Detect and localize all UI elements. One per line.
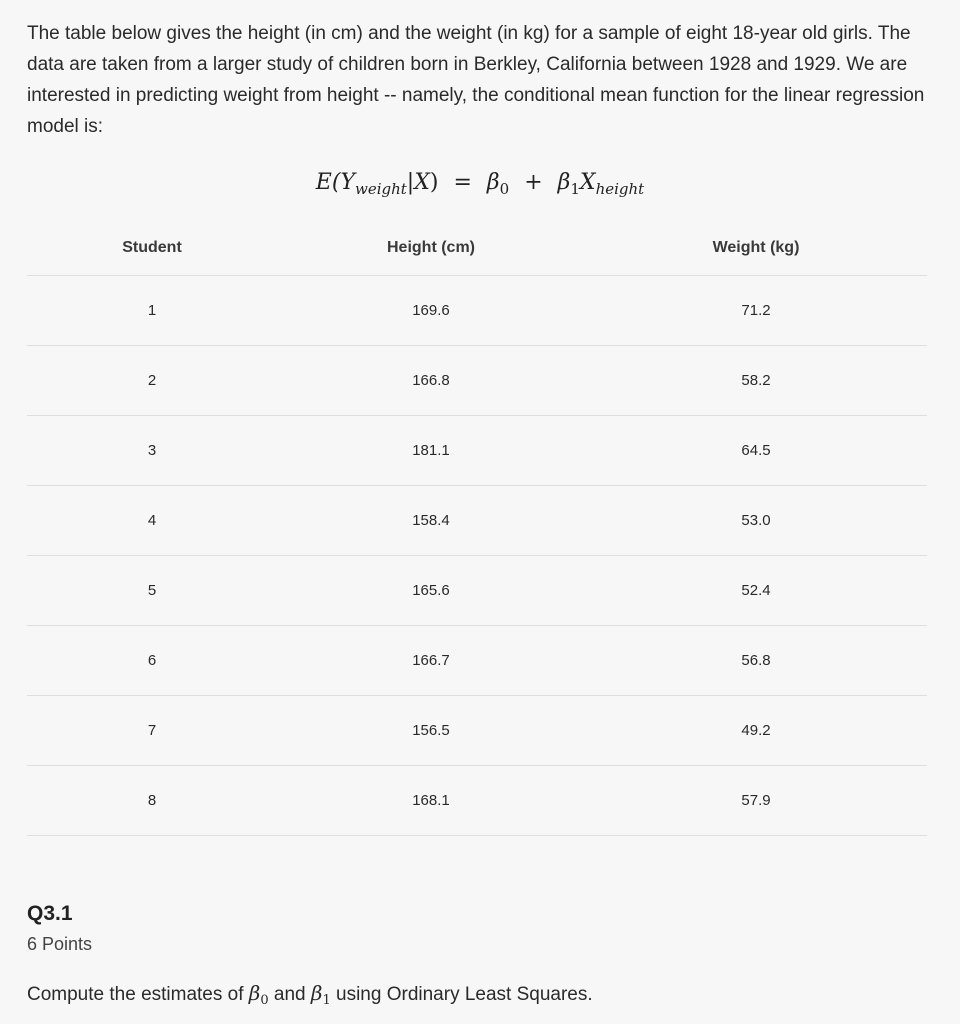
- cell-height: 158.4: [277, 486, 585, 556]
- question-beta0-sub: 0: [260, 993, 269, 1008]
- eq-x-height-sub: height: [595, 180, 645, 198]
- question-text-after: using Ordinary Least Squares.: [330, 984, 593, 1005]
- question-text-middle: and: [268, 984, 311, 1005]
- eq-x-height-var: X: [579, 170, 596, 195]
- table-row: [27, 416, 927, 486]
- cell-weight: 57.9: [585, 766, 927, 836]
- cell-student: 4: [27, 486, 277, 556]
- header-student: Student: [27, 220, 277, 276]
- eq-x-var: X: [414, 170, 430, 195]
- eq-beta0: β: [486, 170, 500, 195]
- cell-height: 181.1: [277, 416, 585, 486]
- table-row: [27, 486, 927, 556]
- cell-student: 5: [27, 556, 277, 626]
- cell-weight: 56.8: [585, 626, 927, 696]
- cell-weight: 53.0: [585, 486, 927, 556]
- question-beta1-sub: 1: [322, 993, 331, 1008]
- eq-equals: =: [453, 170, 472, 195]
- question-points: 6 Points: [27, 934, 93, 954]
- cell-student: 2: [27, 346, 277, 416]
- cell-student: 8: [27, 766, 277, 836]
- question-beta0-symbol: β: [248, 981, 261, 1005]
- question-text-before: Compute the estimates of: [27, 984, 249, 1005]
- question-text: [27, 981, 593, 1008]
- eq-close: ): [429, 170, 439, 195]
- cell-height: 169.6: [277, 276, 585, 346]
- eq-beta1: β: [557, 170, 571, 195]
- eq-plus: +: [524, 170, 543, 195]
- cell-height: 166.7: [277, 626, 585, 696]
- regression-equation: [0, 170, 960, 198]
- intro-paragraph: The table below gives the height (in cm) and the weight (in kg) for a sample of eight 18-year old girls. The data are taken from a larger study of children born in Berkley, California between 1928 and 1929. We are interested in predicting weight from height -- namely, the conditional mean function for the linear regression model is:: [27, 23, 925, 137]
- table-row: [27, 346, 927, 416]
- cell-student: 6: [27, 626, 277, 696]
- eq-beta1-sub: 1: [570, 180, 580, 198]
- cell-student: 1: [27, 276, 277, 346]
- table-row: [27, 696, 927, 766]
- question-beta0: [248, 981, 269, 1008]
- cell-height: 165.6: [277, 556, 585, 626]
- eq-given: |: [406, 170, 415, 195]
- header-height: Height (cm): [277, 220, 585, 276]
- cell-weight: 71.2: [585, 276, 927, 346]
- cell-height: 156.5: [277, 696, 585, 766]
- table-row: [27, 556, 927, 626]
- eq-expectation: E(: [315, 170, 341, 195]
- cell-weight: 52.4: [585, 556, 927, 626]
- cell-weight: 58.2: [585, 346, 927, 416]
- question-beta1-symbol: β: [310, 981, 323, 1005]
- eq-y-var: Y: [340, 170, 355, 195]
- data-table: [27, 220, 927, 836]
- cell-weight: 64.5: [585, 416, 927, 486]
- cell-student: 3: [27, 416, 277, 486]
- cell-height: 168.1: [277, 766, 585, 836]
- cell-weight: 49.2: [585, 696, 927, 766]
- cell-student: 7: [27, 696, 277, 766]
- eq-beta0-sub: 0: [499, 180, 510, 198]
- question-beta1: [310, 981, 331, 1008]
- table-row: [27, 276, 927, 346]
- question-title: Q3.1: [27, 902, 73, 925]
- eq-y-sub: weight: [354, 180, 407, 198]
- header-weight: Weight (kg): [585, 220, 927, 276]
- cell-height: 166.8: [277, 346, 585, 416]
- table-header-row: [27, 220, 927, 276]
- table-row: [27, 626, 927, 696]
- table-row: [27, 766, 927, 836]
